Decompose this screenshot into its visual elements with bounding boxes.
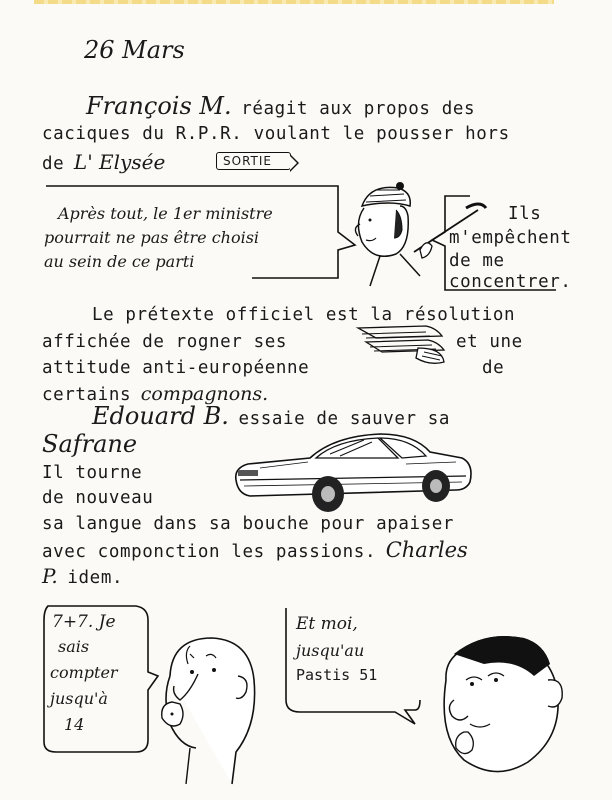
para3-line6-pre: avec componction les passions. [42, 542, 377, 562]
bubble-right-line4: concentrer. [449, 272, 572, 292]
charles-initial: P. [42, 564, 58, 588]
bubble-bl-line1: 7+7. Je [52, 612, 116, 632]
para2-line2b: et une [456, 332, 523, 352]
para3-line1 [92, 402, 450, 430]
para1-line2: caciques du R.P.R. voulant le pousser hors [42, 124, 510, 144]
para2-line2a: affichée de rogner ses [42, 332, 287, 352]
para1-line1-text: réagit aux propos des [241, 99, 476, 119]
para3-line5: sa langue dans sa bouche pour apaiser [42, 514, 455, 534]
compagnons-word: compagnons. [140, 383, 269, 405]
bubble-left-line1: Après tout, le 1er ministre [58, 204, 273, 223]
para3-line7 [42, 564, 123, 588]
edouard-name: Edouard B. [92, 402, 229, 430]
para3-line4: de nouveau [42, 488, 154, 508]
para3-line3: Il tourne [42, 463, 143, 483]
para2-line4-pre: certains [42, 385, 132, 405]
bubble-left-line3: au sein de ce parti [44, 252, 195, 271]
bubble-right-line1: Ils [508, 204, 542, 224]
para2-line3a: attitude anti-européenne [42, 358, 310, 378]
safrane-car-illustration [230, 428, 476, 518]
para2-line1: Le prétexte officiel est la résolution [92, 305, 516, 325]
winged-logo [356, 322, 452, 368]
bubble-right-line3: de me [449, 251, 505, 271]
francois-name: François M. [86, 92, 232, 120]
round-face-caricature [424, 624, 584, 794]
elysee-word: L' Elysée [73, 150, 166, 174]
charles-name: Charles [385, 538, 468, 562]
bubble-bl-line3: compter [50, 663, 118, 682]
bubble-br-line3: Pastis 51 [296, 666, 378, 684]
para3-line6 [42, 538, 468, 562]
bubble-right-line2: m'empêchent [449, 228, 572, 248]
bubble-left-line2: pourrait ne pas être choisi [44, 228, 260, 247]
safrane-word: Safrane [42, 430, 138, 458]
bubble-br-line1: Et moi, [296, 614, 358, 634]
bubble-br-line2: jusqu'au [296, 641, 365, 660]
para1-line3-pre: de [42, 154, 65, 174]
bubble-bl-line2: sais [58, 637, 90, 656]
bald-man-caricature [150, 628, 280, 788]
bubble-bl-line5: 14 [64, 715, 85, 734]
golfer-caricature [340, 176, 450, 296]
para3-line7-text: idem. [67, 568, 124, 588]
date-heading: 26 Mars [84, 36, 185, 64]
sortie-sign: SORTIE [216, 152, 291, 170]
para2-line3b: de [482, 358, 505, 378]
para3-line1-text: essaie de sauver sa [238, 409, 451, 429]
bubble-bl-line4: jusqu'à [50, 689, 108, 708]
